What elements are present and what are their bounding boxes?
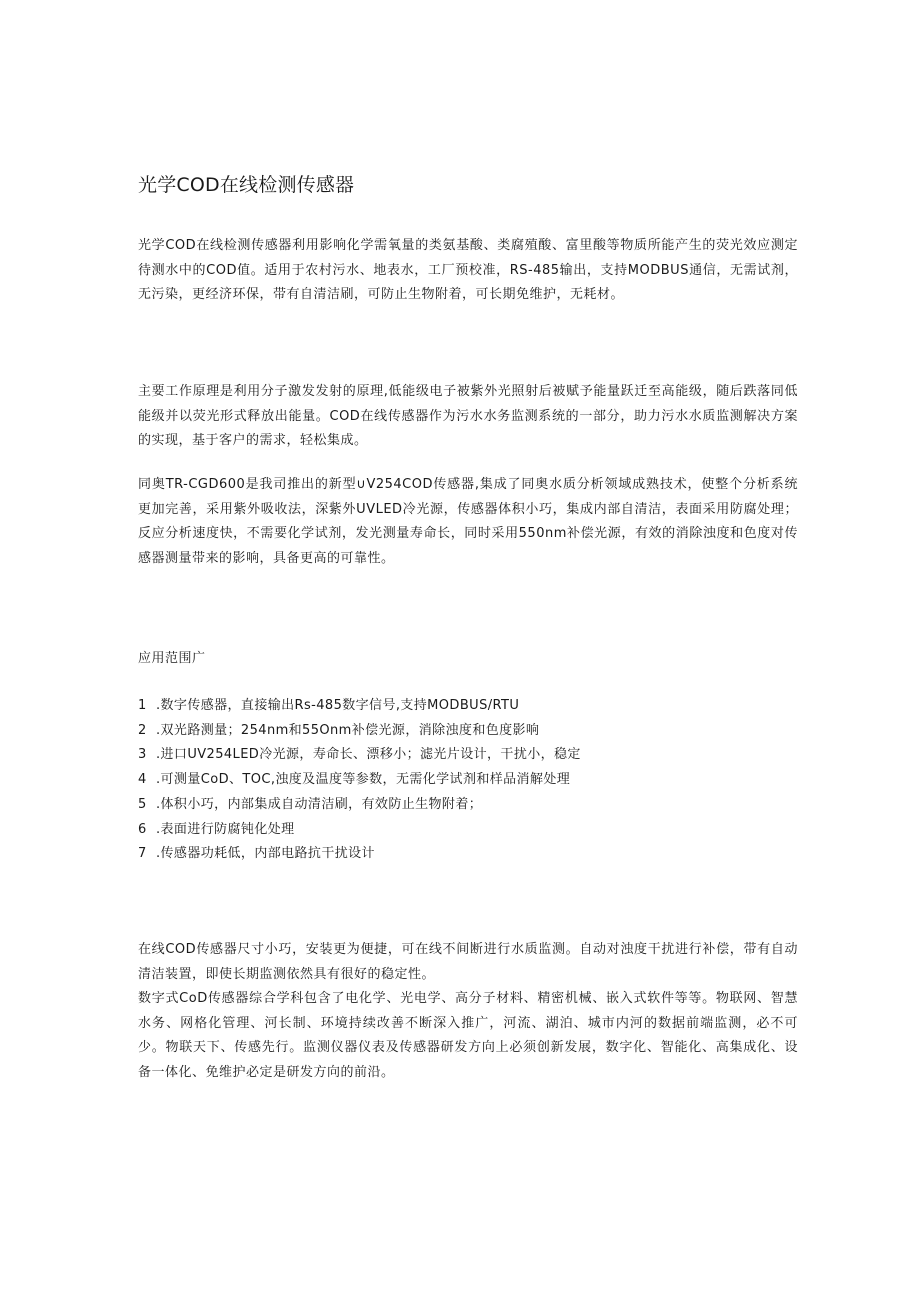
list-item-text: .体积小巧，内部集成自动清洁刷，有效防止生物附着； <box>156 796 483 812</box>
principle-paragraph: 主要工作原理是利用分子激发发射的原理,低能级电子被紫外光照射后被赋予能量跃迁至高能级，随后跌落同低能级并以荧光形式释放出能量。COD在线传感器作为污水水务监测系统的一部分，助力污水水质监测解决方案的实现，基于客户的需求，轻松集成。 <box>138 384 798 448</box>
list-item-number: 3 <box>138 747 147 763</box>
intro-paragraph: 光学COD在线检测传感器利用影响化学需氧量的类氨基酸、类腐殖酸、富里酸等物质所能产生的荧光效应测定待测水中的COD值。适用于农村污水、地表水，工厂预校准，RS-485输出，支持MODBUS通信，无需试剂，无污染，更经济环保，带有自清洁刷，可防止生物附着，可长期免维护，无耗材。 <box>138 238 798 302</box>
list-item-number: 4 <box>138 772 147 788</box>
list-item-number: 6 <box>138 821 147 837</box>
list-item <box>138 719 581 744</box>
list-item-text: .进口UV254LED冷光源，寿命长、漂移小；滤光片设计，干扰小，稳定 <box>156 747 581 763</box>
list-item <box>138 818 581 843</box>
list-item-number: 5 <box>138 796 147 812</box>
installation-paragraph: 在线COD传感器尺寸小巧，安装更为便捷，可在线不间断进行水质监测。自动对浊度干扰进行补偿，带有自动清洁装置，即使长期监测依然具有很好的稳定性。 <box>138 942 798 982</box>
product-paragraph: 同奥TR-CGD600是我司推出的新型∪V254COD传感器,集成了同奥水质分析领域成熟技术，使整个分析系统更加完善，采用紫外吸收法，深紫外UVLED冷光源，传感器体积小巧，集成内部自清洁，表面采用防腐处理；反应分析速度快，不需要化学试剂，发光测量寿命长，同时采用550nm补偿光源，有效的消除浊度和色度对传感器测量带来的影响，具备更高的可靠性。 <box>138 477 798 566</box>
list-item <box>138 842 581 867</box>
document-title: 光学COD在线检测传感器 <box>138 174 355 196</box>
list-item-number: 1 <box>138 698 147 713</box>
list-item-text: .数字传感器，直接输出Rs-485数字信号,支持MODBUS/RTU <box>156 698 520 713</box>
list-item <box>138 793 581 818</box>
list-item <box>138 743 581 768</box>
list-item-number: 2 <box>138 722 147 738</box>
list-item-number: 7 <box>138 846 147 862</box>
list-item <box>138 694 581 719</box>
list-item <box>138 768 581 793</box>
list-item-text: .可测量CoD、TOC,浊度及温度等参数，无需化学试剂和样品消解处理 <box>156 772 571 788</box>
list-item-text: .表面进行防腐钝化处理 <box>156 821 295 837</box>
outlook-paragraph: 数字式CoD传感器综合学科包含了电化学、光电学、高分子材料、精密机械、嵌入式软件等等。物联网、智慧水务、网格化管理、河长制、环境持续改善不断深入推广，河流、湖泊、城市内河的数据前端监测，必不可少。物联天下、传感先行。监测仪器仪表及传感器研发方向上必须创新发展，数字化、智能化、高集成化、设备一体化、免维护必定是研发方向的前沿。 <box>138 991 798 1080</box>
features-heading: 应用范围广 <box>138 651 206 666</box>
feature-list <box>138 694 581 867</box>
list-item-text: .双光路测量；254nm和55Onm补偿光源，消除浊度和色度影响 <box>156 722 540 738</box>
list-item-text: .传感器功耗低，内部电路抗干扰设计 <box>156 846 375 862</box>
